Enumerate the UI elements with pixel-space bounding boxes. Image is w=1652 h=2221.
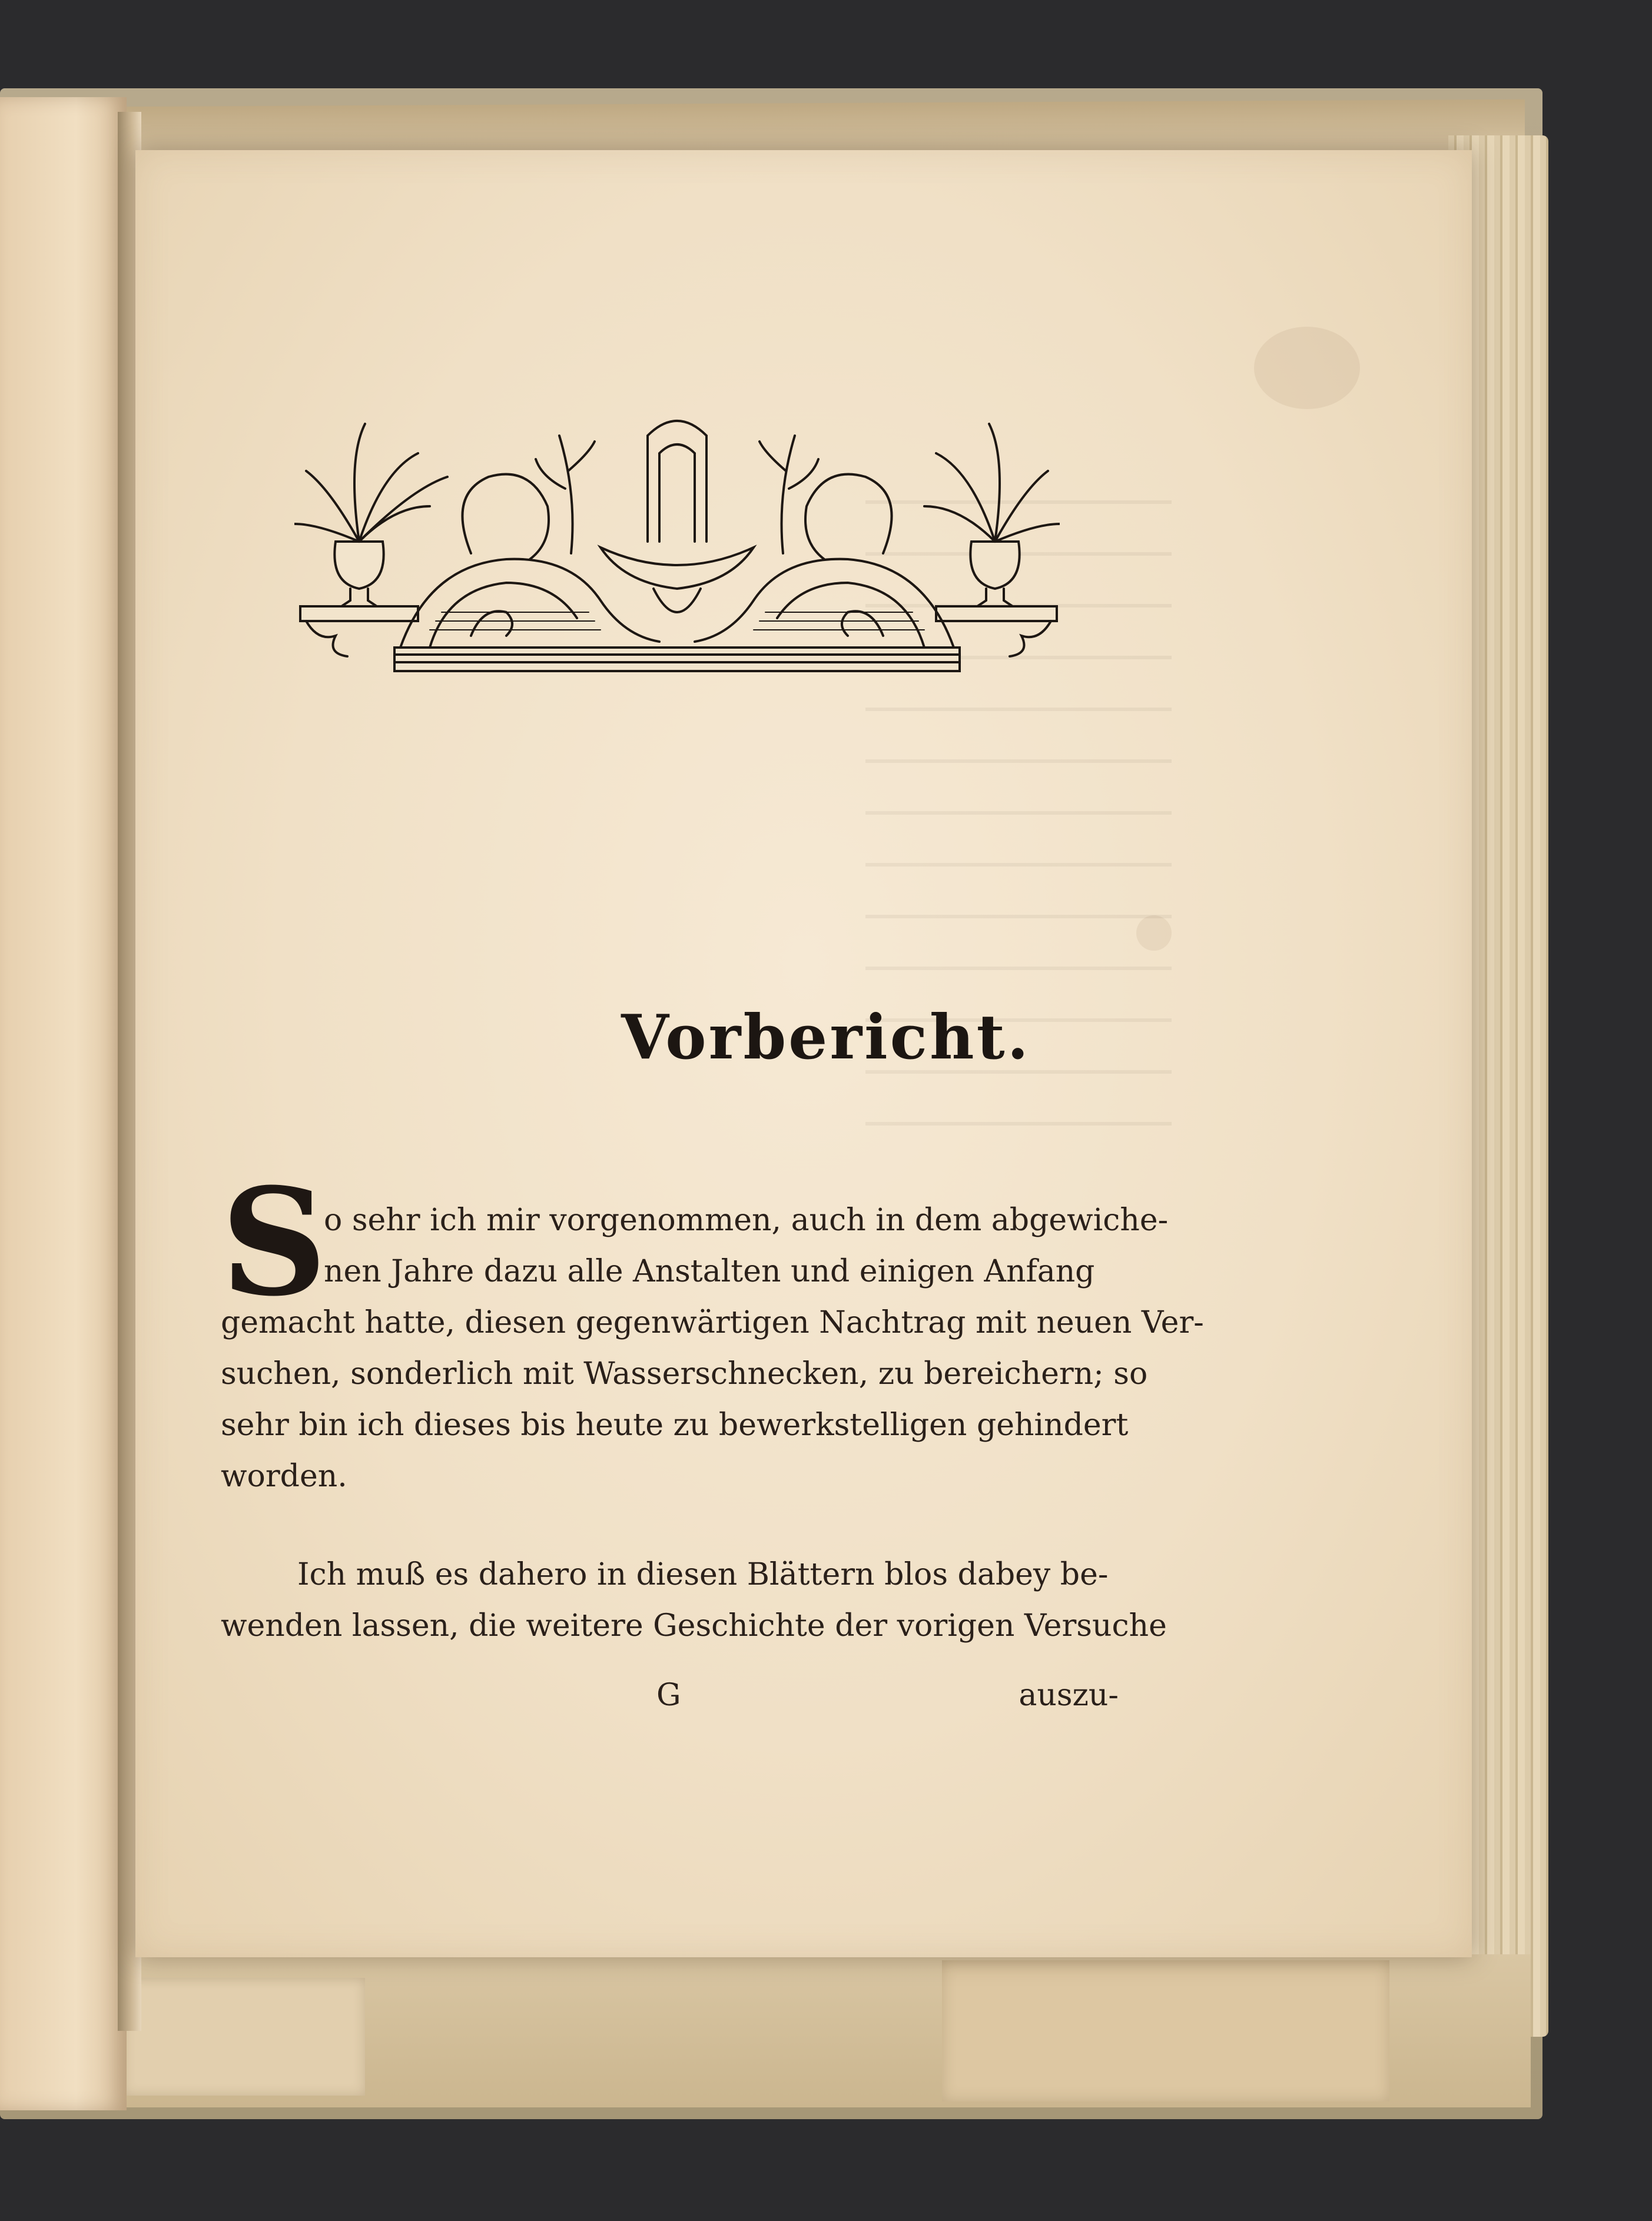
- paper-flap: [124, 1978, 365, 2096]
- text-line: suchen, sonderlich mit Wasserschnecken, zu bereichern; so: [221, 1356, 1148, 1392]
- drop-cap: S: [221, 1156, 327, 1329]
- catchword: auszu-: [1019, 1678, 1119, 1713]
- text-line: sehr bin ich dieses bis heute zu bewerkstelligen gehindert: [221, 1407, 1129, 1443]
- text-line: Ich muß es dahero in diesen Blättern blos dabey be-: [297, 1557, 1109, 1592]
- left-page: [0, 97, 127, 2110]
- text-line: o sehr ich mir vorgenommen, auch in dem abgewiche-: [324, 1203, 1169, 1238]
- text-line: worden.: [221, 1459, 347, 1494]
- text-line: wenden lassen, die weitere Geschichte der vorigen Versuche: [221, 1608, 1167, 1644]
- signature-mark: G: [656, 1678, 681, 1713]
- text-line: gemacht hatte, diesen gegenwärtigen Nachtrag mit neuen Ver-: [221, 1305, 1204, 1340]
- chapter-title: Vorbericht.: [621, 1001, 1031, 1073]
- text-line: nen Jahre dazu alle Anstalten und einigen Anfang: [324, 1254, 1095, 1289]
- paper-flap: [942, 1960, 1389, 2102]
- headpiece-ornament: [294, 389, 1060, 706]
- body-text: [221, 1195, 1204, 1652]
